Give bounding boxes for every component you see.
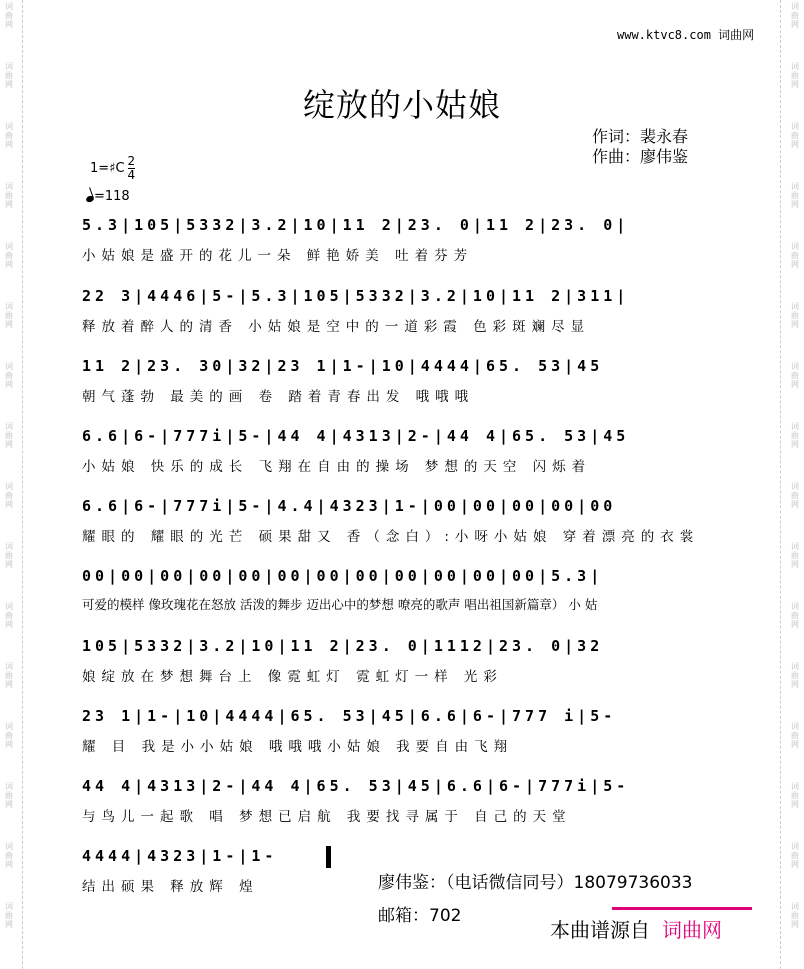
time-numerator: 2 (127, 154, 136, 168)
score-row (82, 707, 732, 755)
score-notes: 4444|4323|1-|1- (82, 847, 278, 865)
score-row (82, 847, 332, 895)
watermark-mark: 词 曲 网 (5, 482, 13, 509)
watermark-mark: 词 曲 网 (5, 602, 13, 629)
watermark-mark: 词 曲 网 (5, 782, 13, 809)
final-barline (326, 846, 331, 868)
score-row (82, 777, 732, 825)
watermark-mark: 词 曲 网 (791, 902, 799, 929)
time-denominator: 4 (127, 168, 136, 182)
watermark-mark: 词 曲 网 (791, 302, 799, 329)
score-lyrics: 小姑娘是盛开的花儿一朵 鲜艳娇美 吐着芬芳 (82, 248, 474, 264)
score-row (82, 497, 732, 545)
watermark-mark: 词 曲 网 (5, 362, 13, 389)
tempo-value: =118 (94, 189, 130, 204)
watermark-mark: 词 曲 网 (5, 422, 13, 449)
watermark-mark: 词 曲 网 (5, 62, 13, 89)
watermark-mark: 词 曲 网 (5, 542, 13, 569)
contact-phone: 廖伟鉴：（电话微信同号）18079736033 (378, 873, 693, 893)
watermark-mark: 词 曲 网 (791, 362, 799, 389)
watermark-mark: 词 曲 网 (791, 842, 799, 869)
contact-email: 邮箱：702 (378, 906, 462, 926)
score-lyrics: 结出硕果 释放辉 煌 (82, 879, 259, 895)
song-title: 绽放的小姑娘 (302, 86, 501, 124)
brand-underline (612, 907, 752, 910)
site-url[interactable]: www.ktvc8.com 词曲网 (617, 28, 755, 42)
composer-credit: 作曲：廖伟鉴 (592, 147, 689, 166)
watermark-mark: 词 曲 网 (5, 302, 13, 329)
watermark-mark: 词 曲 网 (5, 902, 13, 929)
watermark-mark: 词 曲 网 (791, 62, 799, 89)
score-lyrics: 耀眼的 耀眼的光芒 硕果甜又 香（念白）:小呀小姑娘 穿着漂亮的衣裳 (82, 529, 700, 545)
watermark-mark: 词 曲 网 (791, 662, 799, 689)
score-notes: 44 4|4313|2-|44 4|65. 53|45|6.6|6-|777i|5- (82, 777, 630, 795)
score-notes: 5.3|105|5332|3.2|10|11 2|23. 0|11 2|23. 0| (82, 216, 630, 234)
watermark-mark: 词 曲 网 (5, 722, 13, 749)
score-notes: 00|00|00|00|00|00|00|00|00|00|00|00|5.3| (82, 567, 604, 585)
score-notes: 11 2|23. 30|32|23 1|1-|10|4444|65. 53|45 (82, 357, 604, 375)
watermark-strip-right (786, 0, 804, 969)
divider-left (22, 0, 23, 969)
watermark-mark: 词 曲 网 (791, 782, 799, 809)
score-row (82, 567, 732, 613)
score-lyrics: 释放着醉人的清香 小姑娘是空中的一道彩霞 色彩斑斓尽显 (82, 319, 591, 335)
score-lyrics: 可爱的模样 像玫瑰花在怒放 活泼的舞步 迈出心中的梦想 嘹亮的歌声 唱出祖国新篇章） 小 姑 (82, 597, 598, 612)
watermark-mark: 词 曲 网 (791, 722, 799, 749)
watermark-mark: 词 曲 网 (5, 182, 13, 209)
score-notes: 23 1|1-|10|4444|65. 53|45|6.6|6-|777 i|5- (82, 707, 617, 725)
watermark-mark: 词 曲 网 (791, 2, 799, 29)
watermark-mark: 词 曲 网 (5, 2, 13, 29)
watermark-mark: 词 曲 网 (791, 482, 799, 509)
score-notes: 6.6|6-|777i|5-|44 4|4313|2-|44 4|65. 53|45 (82, 427, 630, 445)
score-row (82, 216, 732, 264)
watermark-mark: 词 曲 网 (791, 602, 799, 629)
watermark-mark: 词 曲 网 (791, 122, 799, 149)
score-row (82, 287, 732, 335)
score-row (82, 357, 732, 405)
watermark-mark: 词 曲 网 (791, 182, 799, 209)
watermark-mark: 词 曲 网 (5, 242, 13, 269)
watermark-mark: 词 曲 网 (791, 422, 799, 449)
key-signature (90, 155, 135, 182)
score-lyrics: 娘绽放在梦想舞台上 像霓虹灯 霓虹灯一样 光彩 (82, 669, 503, 685)
lyricist-credit: 作词：裴永春 (592, 127, 689, 146)
watermark-mark: 词 曲 网 (5, 842, 13, 869)
source-brand-link[interactable]: 词曲网 (662, 918, 722, 942)
source-label: 本曲谱源自 (550, 918, 650, 942)
watermark-mark: 词 曲 网 (791, 242, 799, 269)
score-lyrics: 与鸟儿一起歌 唱 梦想已启航 我要找寻属于 自己的天堂 (82, 809, 572, 825)
score-row (82, 427, 732, 475)
score-notes: 105|5332|3.2|10|11 2|23. 0|1112|23. 0|32 (82, 637, 604, 655)
divider-right (780, 0, 781, 969)
score-lyrics: 耀 目 我是小小姑娘 哦哦哦小姑娘 我要自由飞翔 (82, 739, 514, 755)
score-row (82, 637, 732, 685)
score-lyrics: 朝气蓬勃 最美的画 卷 踏着青春出发 哦哦哦 (82, 389, 475, 405)
score-notes: 6.6|6-|777i|5-|4.4|4323|1-|00|00|00|00|00 (82, 497, 617, 515)
time-signature (128, 155, 136, 182)
watermark-mark: 词 曲 网 (5, 122, 13, 149)
watermark-mark: 词 曲 网 (791, 542, 799, 569)
score-notes: 22 3|4446|5-|5.3|105|5332|3.2|10|11 2|311| (82, 287, 630, 305)
watermark-strip-left (0, 0, 18, 969)
score-lyrics: 小姑娘 快乐的成长 飞翔在自由的操场 梦想的天空 闪烁着 (82, 459, 592, 475)
watermark-mark: 词 曲 网 (5, 662, 13, 689)
tempo-marking (86, 189, 130, 204)
source-credit (550, 914, 722, 943)
key-label: 1=♯C (90, 161, 125, 176)
